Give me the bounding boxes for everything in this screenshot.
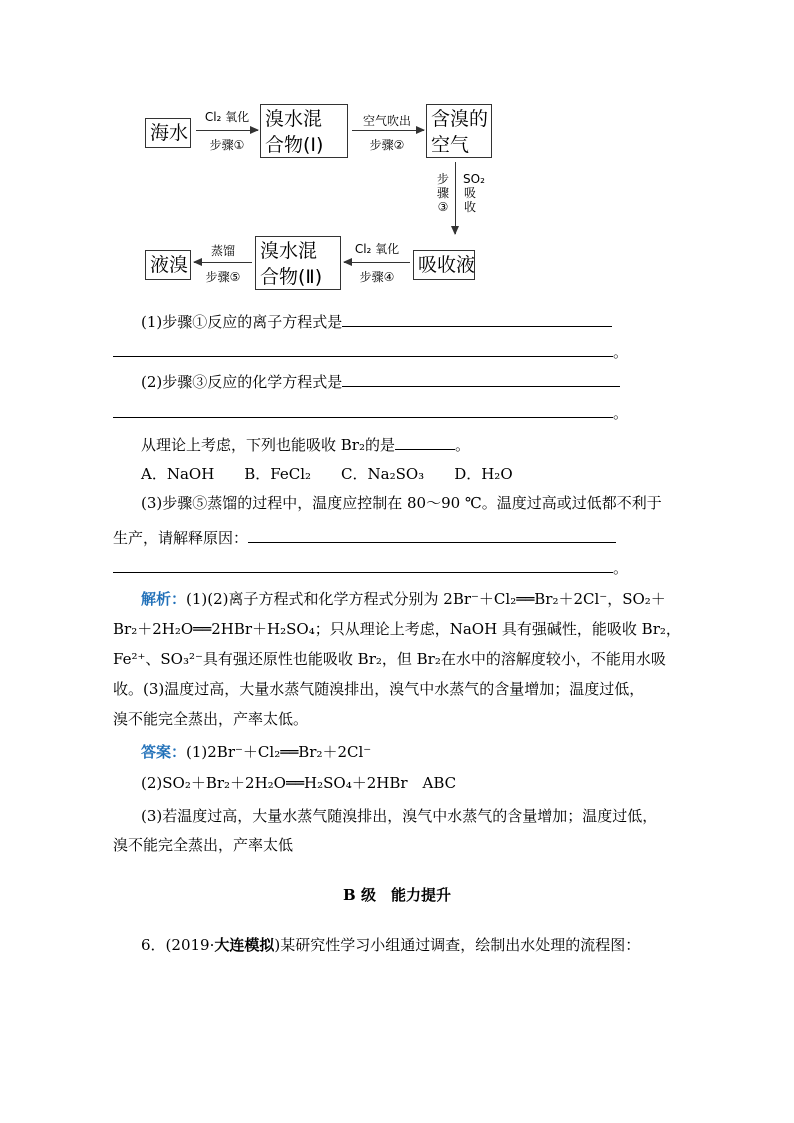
step3-arrow <box>455 162 456 234</box>
section-heading: B 级 能力提升 <box>343 886 451 904</box>
options: A．NaOH B．FeCl₂ C．Na₂SO₃ D．H₂O <box>141 465 513 483</box>
box-absorb-text: 吸收液 <box>418 254 476 276</box>
period-2: 。 <box>613 404 629 422</box>
step4-arrow <box>344 262 410 263</box>
box-mix1-line2: 合物(Ⅰ) <box>265 134 324 156</box>
answer-blank-1a[interactable] <box>342 310 612 327</box>
box-mix2 <box>255 236 341 290</box>
step2-top-label: 空气吹出 <box>362 114 411 128</box>
question-1 <box>141 310 612 333</box>
step3-left-label: 步骤③ <box>436 172 449 214</box>
box-mix1-line1: 溴水混 <box>265 108 323 130</box>
step4-top-label: Cl₂ 氧化 <box>354 242 400 256</box>
question-3-line1: (3)步骤⑤蒸馏的过程中，温度应控制在 80～90 ℃。温度过高或过低都不利于 <box>141 494 662 512</box>
question-3-line2 <box>113 526 616 549</box>
answer-line2: (2)SO₂＋Br₂＋2H₂O══H₂SO₄＋2HBr ABC <box>141 774 457 792</box>
question-2-text: (2)步骤③反应的化学方程式是 <box>141 373 343 391</box>
answer-line1 <box>141 741 371 763</box>
box-air <box>426 104 492 158</box>
question-2-line2 <box>113 401 628 424</box>
box-seawater <box>145 118 191 148</box>
analysis-label: 解析： <box>141 590 187 608</box>
analysis-line2: Br₂＋2H₂O══2HBr＋H₂SO₄；只从理论上考虑，NaOH 具有强碱性，能吸收 Br₂， <box>113 620 681 638</box>
analysis-line4: 收。(3)温度过高，大量水蒸气随溴排出，溴气中水蒸气的含量增加；温度过低， <box>113 680 645 698</box>
step1-top-label: Cl₂ 氧化 <box>204 110 250 124</box>
question-2b <box>141 433 470 456</box>
answer-blank-1b[interactable] <box>113 340 613 357</box>
answer-line3: (3)若温度过高，大量水蒸气随溴排出，溴气中水蒸气的含量增加；温度过低， <box>141 807 658 825</box>
box-liquid-bromine-text: 液溴 <box>150 254 189 276</box>
box-liquid-bromine <box>145 250 191 280</box>
step3-right-label: SO₂吸收 <box>463 172 485 214</box>
step2-bottom-label: 步骤② <box>369 138 405 152</box>
step5-top-label: 蒸馏 <box>210 244 235 258</box>
step5-arrow <box>194 262 252 263</box>
question-6-text: )某研究性学习小组通过调查，绘制出水处理的流程图： <box>274 936 641 954</box>
answer-line4: 溴不能完全蒸出，产率太低 <box>113 836 294 854</box>
step1-bottom-label: 步骤① <box>209 138 245 152</box>
box-mix2-line1: 溴水混 <box>260 240 318 262</box>
analysis-line1-text: (1)(2)离子方程式和化学方程式分别为 2Br⁻＋Cl₂══Br₂＋2Cl⁻，SO₂＋ <box>186 590 666 608</box>
answer-blank-2c[interactable] <box>395 433 455 450</box>
question-6-source: 大连模拟 <box>214 936 275 954</box>
analysis-line3: Fe²⁺、SO₃²⁻具有强还原性也能吸收 Br₂，但 Br₂在水中的溶解度较小，不能用水吸 <box>113 650 666 668</box>
answer-blank-2b[interactable] <box>113 401 613 418</box>
question-1-text: (1)步骤①反应的离子方程式是 <box>141 313 343 331</box>
box-absorb <box>413 250 475 280</box>
step1-arrow <box>196 130 258 131</box>
answer-blank-2a[interactable] <box>342 370 620 387</box>
step4-bottom-label: 步骤④ <box>359 270 395 284</box>
question-6 <box>141 934 640 956</box>
period-3: 。 <box>613 559 629 577</box>
box-seawater-text: 海水 <box>150 122 189 144</box>
question-1-line2 <box>113 340 628 363</box>
question-2 <box>141 370 620 393</box>
box-air-line1: 含溴的 <box>431 108 489 130</box>
step5-bottom-label: 步骤⑤ <box>205 270 241 284</box>
analysis-line5: 溴不能完全蒸出，产率太低。 <box>113 710 309 728</box>
answer-line1-text: (1)2Br⁻＋Cl₂══Br₂＋2Cl⁻ <box>186 743 372 761</box>
answer-blank-3b[interactable] <box>113 556 613 573</box>
question-2b-text: 从理论上考虑，下列也能吸收 Br₂的是 <box>141 436 395 454</box>
period-1: 。 <box>613 343 629 361</box>
box-air-line2: 空气 <box>431 134 470 156</box>
box-mix2-line2: 合物(Ⅱ) <box>260 266 323 288</box>
question-2b-end: 。 <box>454 436 470 454</box>
box-mix1 <box>260 104 348 158</box>
question-6-prefix: 6．(2019· <box>141 936 215 954</box>
step2-arrow <box>352 130 424 131</box>
question-3-line2-text: 生产，请解释原因： <box>113 529 249 547</box>
question-3-line3 <box>113 556 628 579</box>
answer-label: 答案： <box>141 743 187 761</box>
answer-blank-3a[interactable] <box>248 526 616 543</box>
analysis-line1 <box>141 588 666 610</box>
